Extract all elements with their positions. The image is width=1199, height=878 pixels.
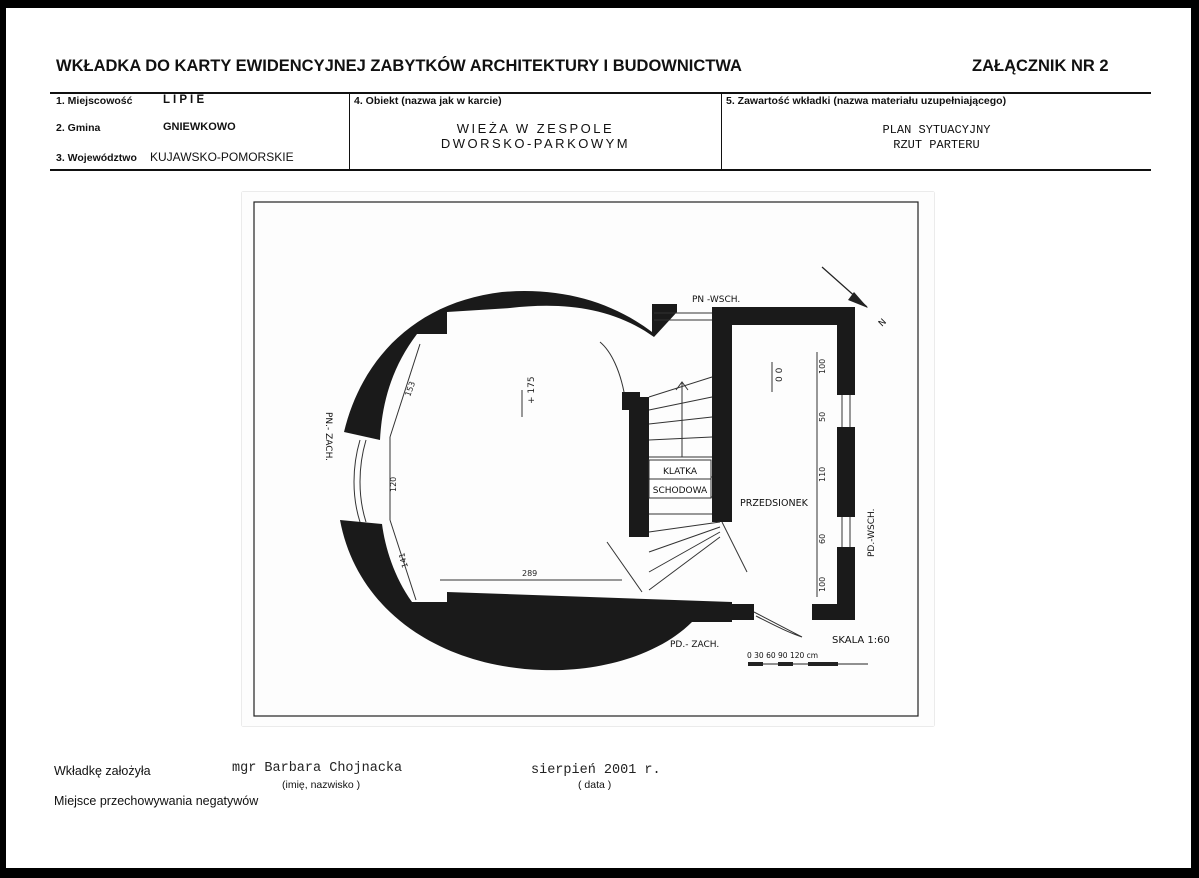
scale-label: SKALA 1:60 — [832, 635, 890, 646]
date-value: sierpień 2001 r. — [531, 763, 661, 778]
field-5-line-2: RZUT PARTERU — [893, 138, 980, 152]
negatives-storage-label: Miejsce przechowywania negatywów — [54, 794, 259, 808]
dimension-right-1: 100 — [818, 358, 827, 374]
scale-ticks: 0 30 60 90 120 cm — [747, 651, 819, 660]
vestibule-south-stub — [732, 604, 754, 620]
north-curved-wall — [344, 291, 677, 440]
vestibule-south-wall — [812, 604, 855, 620]
north-label: N — [877, 317, 889, 330]
label-north-east: PN -WSCH. — [692, 295, 741, 305]
field-4-label: 4. Obiekt (nazwa jak w karcie) — [354, 95, 502, 107]
label-south-east: PD.-WSCH. — [867, 508, 877, 557]
field-2-value: GNIEWKOWO — [163, 121, 236, 133]
level-mark-stair: + 175 — [527, 376, 537, 404]
founder-label: Wkładkę założyła — [54, 764, 151, 778]
form-top-rule — [50, 92, 1151, 94]
dimension-120: 120 — [389, 476, 398, 492]
stair-wall-west — [629, 397, 649, 537]
dimension-289: 289 — [522, 569, 538, 578]
scale-bar — [748, 662, 868, 666]
date-caption: ( data ) — [578, 779, 612, 791]
west-window-inner — [360, 440, 366, 522]
form-bottom-rule — [50, 169, 1151, 171]
field-5-line-1: PLAN SYTUACYJNY — [882, 123, 991, 137]
vestibule-north-wall — [712, 307, 852, 325]
dimension-right-5: 100 — [818, 576, 827, 592]
level-mark-vestibule: 0 0 — [775, 367, 785, 382]
stair-wall-pillar — [622, 392, 640, 410]
field-4-line-1: WIEŻA W ZESPOLE — [456, 121, 615, 136]
dimension-right-4: 60 — [818, 533, 827, 544]
entrance-door — [754, 612, 802, 637]
stair-wall-east — [712, 307, 732, 522]
field-4-line-2: DWORSKO-PARKOWYM — [440, 136, 631, 151]
dimension-right-2: 50 — [818, 411, 827, 422]
field-3-value: KUJAWSKO-POMORSKIE — [150, 150, 294, 164]
founder-name-caption: (imię, nazwisko ) — [282, 779, 361, 791]
document-title: WKŁADKA DO KARTY EWIDENCYJNEJ ZABYTKÓW ARCHITEKTURY I BUDOWNICTWA — [56, 57, 742, 75]
field-1-value: L I P I E — [163, 94, 205, 106]
dimension-right-3: 110 — [818, 466, 827, 482]
west-window — [354, 440, 360, 522]
dimension-153: 153 — [403, 380, 418, 398]
vestibule-door — [722, 522, 747, 572]
floor-plan-drawing — [242, 192, 934, 726]
field-2-label: 2. Gmina — [56, 122, 101, 134]
vestibule-east-wall-mid — [837, 427, 855, 517]
label-south-west: PD.- ZACH. — [670, 640, 720, 650]
annex-number: ZAŁĄCZNIK NR 2 — [972, 57, 1109, 75]
field-5-label: 5. Zawartość wkładki (nazwa materiału uzupełniającego) — [726, 95, 1007, 107]
document-sheet — [6, 8, 1191, 868]
field-3-label: 3. Województwo — [56, 152, 137, 164]
floor-plan-svg — [242, 192, 934, 726]
inner-door — [607, 542, 642, 592]
stair-label-line-2: SCHODOWA — [652, 486, 708, 496]
field-1-label: 1. Miejscowość — [56, 95, 133, 107]
east-windows — [654, 313, 850, 547]
dimension-lines — [390, 344, 817, 600]
label-north-west: PN.- ZACH. — [323, 412, 333, 462]
vestibule-label: PRZEDSIONEK — [740, 498, 808, 509]
stair-door-swing — [600, 342, 624, 392]
vestibule-east-wall-upper — [837, 307, 855, 395]
founder-name: mgr Barbara Chojnacka — [232, 761, 403, 776]
dimension-141: 141 — [397, 551, 410, 569]
stair-label-line-1: KLATKA — [663, 467, 697, 477]
